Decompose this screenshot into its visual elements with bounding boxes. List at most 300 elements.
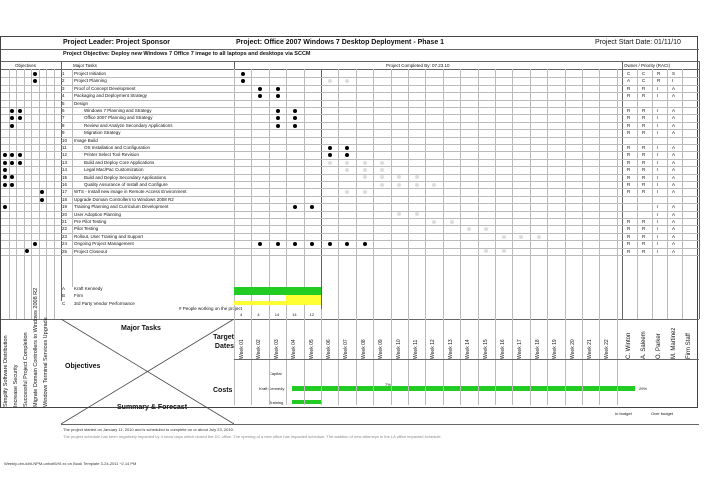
raci-cell: R <box>642 167 646 173</box>
raci-cell: I <box>657 167 659 173</box>
objective-dot <box>10 175 14 179</box>
gantt-dot-future <box>467 227 471 231</box>
owner-label: A. Saleem <box>641 331 647 359</box>
task-label: Build and Deploy Core Applications <box>84 159 155 165</box>
gantt-dot-future <box>537 235 541 239</box>
week-col-line <box>582 69 583 405</box>
gantt-dot-future <box>345 161 349 165</box>
raci-cell: R <box>642 233 646 239</box>
task-number: 3 <box>62 85 65 91</box>
task-label: Build and Deploy Secondary Applications <box>84 174 167 180</box>
task-number: 23 <box>62 233 68 239</box>
objective-dot <box>33 72 37 76</box>
people-code: A <box>62 286 66 291</box>
task-number: 6 <box>62 108 65 113</box>
raci-cell: R <box>642 93 646 99</box>
owner-label: Firm Staff <box>686 333 692 359</box>
gantt-dot-future <box>502 235 506 239</box>
gantt-dot <box>310 242 314 246</box>
raci-cell: A <box>672 130 676 136</box>
raci-cell: R <box>627 241 631 247</box>
task-number: 8 <box>62 122 65 128</box>
gantt-dot-future <box>363 190 367 194</box>
objective-dot <box>40 198 44 202</box>
owner-label: O. Parker <box>656 333 662 359</box>
gantt-dot <box>241 72 245 76</box>
week-label: Week 13 <box>447 339 454 359</box>
raci-cell: I <box>657 204 659 210</box>
objective-dot <box>10 183 14 187</box>
costs-label: Costs <box>213 387 233 394</box>
task-row-line <box>1 100 699 101</box>
raci-cell: A <box>672 159 676 165</box>
raci-cell: A <box>672 204 676 210</box>
task-number: 16 <box>62 182 68 187</box>
raci-cell: I <box>657 85 659 91</box>
owner-label: M. Martinez <box>671 327 677 359</box>
gantt-dot <box>293 205 297 209</box>
people-count: 12 <box>309 312 315 317</box>
cost-legend-1: In budget <box>615 411 632 416</box>
gantt-dot <box>328 242 332 246</box>
week-label: Week 15 <box>482 339 489 359</box>
gantt-dot-future <box>380 168 384 172</box>
gantt-dot <box>276 116 280 120</box>
gantt-dot-future <box>415 183 419 187</box>
task-number: 9 <box>62 130 65 136</box>
raci-cell: R <box>642 85 646 91</box>
raci-cell: R <box>627 226 631 232</box>
raci-cell: A <box>672 182 676 187</box>
raci-cell: I <box>657 122 659 128</box>
week-label: Week 08 <box>360 339 367 359</box>
week-label: Week 09 <box>378 339 385 359</box>
task-label: Project Closeout <box>74 248 108 254</box>
week-col-line <box>547 69 548 405</box>
task-label: Project Initiation <box>74 71 107 76</box>
task-label: Pilot Testing <box>74 226 99 232</box>
gantt-dot-future <box>380 183 384 187</box>
week-label: Week 04 <box>291 339 298 359</box>
raci-cell: R <box>642 226 646 232</box>
training-label: Training <box>269 400 284 405</box>
people-working-label: # People working on the project <box>179 306 243 311</box>
objective-dot <box>25 249 29 253</box>
week-col-line <box>512 69 513 405</box>
raci-cell: I <box>657 233 659 239</box>
gantt-dot <box>328 146 332 150</box>
raci-cell: I <box>657 219 659 224</box>
gantt-dot-future <box>363 168 367 172</box>
gantt-dot-future <box>484 249 488 253</box>
task-label: Quality Assurance of Install and Configure <box>84 182 168 187</box>
task-label: Proof of Concept Development <box>74 85 136 91</box>
gantt-dot <box>276 242 280 246</box>
gantt-dot-future <box>397 175 401 179</box>
gantt-dot-future <box>380 161 384 165</box>
completed-by-header: Project Completed By: 07.23.10 <box>386 63 450 68</box>
raci-cell: R <box>627 122 631 128</box>
raci-cell: I <box>657 211 659 217</box>
week-col-line <box>234 69 235 405</box>
week-col-line <box>304 69 305 405</box>
gantt-dot <box>276 87 280 91</box>
task-row-line <box>1 255 699 256</box>
task-label: Project Planning <box>74 78 107 84</box>
task-label: WTS - Install new image in Remote Access Environment <box>74 189 187 195</box>
week-label: Week 05 <box>308 339 315 359</box>
objective-dot <box>3 175 7 179</box>
gantt-dot-future <box>363 161 367 165</box>
raci-cell: I <box>657 108 659 113</box>
raci-cell: A <box>672 93 676 99</box>
project-sheet <box>0 36 698 439</box>
objective-label: Migrate Domain Controllers to Windows 2008 R2 <box>33 287 39 407</box>
week-col-line <box>373 69 374 405</box>
week-label: Week 14 <box>465 339 472 359</box>
task-number: 11 <box>62 145 67 150</box>
raci-cell: A <box>672 167 676 173</box>
task-number: 4 <box>62 93 65 99</box>
week-col-line <box>408 69 409 405</box>
raci-cell: R <box>627 145 631 150</box>
gantt-dot-future <box>345 190 349 194</box>
raci-cell: I <box>657 130 659 136</box>
gantt-dot-future <box>450 220 454 224</box>
week-label: Week 12 <box>430 339 437 359</box>
summary-forecast-label: Summary & Forecast <box>117 404 188 411</box>
week-col-line <box>478 69 479 405</box>
task-label: Pre Pilot Testing <box>74 219 107 224</box>
raci-cell: R <box>642 219 646 224</box>
raci-cell: A <box>672 122 676 128</box>
task-label: Printer Select Tool Revision <box>84 152 139 158</box>
task-label: Review and Analyze Secondary Applications <box>84 122 173 128</box>
target-dates-label: Target Dates <box>213 334 234 350</box>
week-label: Week 16 <box>500 339 506 359</box>
raci-cell: I <box>657 93 659 99</box>
raci-cell: I <box>657 159 659 165</box>
task-label: Rollout, User Training and Support <box>74 233 144 239</box>
gantt-dot-future <box>519 235 523 239</box>
footer-text: Weekly-dm-###-NPM-unholt5/Vl.xx on Book Template 3-24-2011 ^2.14 PM <box>4 461 137 466</box>
task-number: 25 <box>62 248 68 254</box>
kraft-cost-mid: 7% <box>385 382 391 387</box>
raci-cell: R <box>627 167 631 173</box>
week-label: Week 06 <box>326 339 332 359</box>
week-label: Week 17 <box>517 339 524 359</box>
objective-dot <box>10 109 14 113</box>
raci-cell: R <box>642 174 646 180</box>
raci-cell: I <box>657 241 659 247</box>
gantt-dot-future <box>397 212 401 216</box>
task-label: Packaging and Deployment Strategy <box>74 93 148 99</box>
target-dates-divider <box>234 359 699 360</box>
gantt-dot <box>293 242 297 246</box>
week-label: Week 02 <box>256 339 263 359</box>
week-label: Week 11 <box>413 339 419 359</box>
week-col-line <box>617 69 618 405</box>
gantt-dot <box>258 87 262 91</box>
raci-cell: R <box>627 159 631 165</box>
week-label: Week 10 <box>395 339 402 359</box>
gantt-dot <box>241 79 245 83</box>
objective-label: Increase Security <box>13 364 19 407</box>
week-col-line <box>338 69 339 405</box>
week-col-line <box>495 69 496 405</box>
raci-cell: R <box>642 152 646 158</box>
task-row-line <box>1 225 699 226</box>
kraft-cost-bar <box>292 386 635 391</box>
objective-label: Successful Project Completion <box>23 332 29 407</box>
raci-cell: R <box>642 108 646 113</box>
raci-cell: I <box>657 152 659 158</box>
objective-dot <box>18 116 22 120</box>
raci-cell: R <box>627 189 631 195</box>
people-green-bar <box>234 287 321 295</box>
objective-dot <box>18 153 22 157</box>
gantt-dot-future <box>328 161 332 165</box>
raci-cell: A <box>627 78 631 84</box>
owner-header: Owner / Priority (RACI) <box>624 63 671 68</box>
objective-dot <box>3 161 7 165</box>
task-label: Office 2007 Planning and Strategy <box>84 115 153 121</box>
gantt-dot <box>293 109 297 113</box>
task-label: Training Planning and Curriculum Development <box>74 204 169 210</box>
raci-cell: I <box>657 248 659 254</box>
week-col-line <box>460 69 461 405</box>
task-number: 17 <box>62 189 68 195</box>
raci-cell: R <box>627 115 631 121</box>
project-title: Project: Office 2007 Windows 7 Desktop Deployment - Phase 1 <box>236 39 445 46</box>
week-col-line <box>565 69 566 405</box>
raci-cell: R <box>642 241 646 247</box>
task-number: 10 <box>62 137 68 143</box>
gantt-dot <box>258 94 262 98</box>
gantt-dot <box>310 205 314 209</box>
raci-cell: C <box>642 78 646 84</box>
objectives-box-label: Objectives <box>65 363 101 370</box>
raci-cell: A <box>672 174 676 180</box>
raci-cell: R <box>627 93 631 99</box>
week-col-line <box>425 69 426 405</box>
raci-cell: R <box>642 122 646 128</box>
kraft-cost-label: Kraft Kennedy <box>259 386 285 391</box>
task-label: Ongoing Project Management <box>74 241 134 247</box>
raci-cell: A <box>672 85 676 91</box>
week-col-line <box>356 69 357 405</box>
gantt-dot-future <box>432 220 436 224</box>
week-col-line <box>530 69 531 405</box>
task-row-line <box>1 137 699 138</box>
task-number: 13 <box>62 159 68 165</box>
raci-cell: R <box>657 71 661 76</box>
gantt-dot-future <box>502 249 506 253</box>
raci-cell: A <box>672 115 676 121</box>
gantt-dot <box>276 94 280 98</box>
raci-cell: A <box>672 189 676 195</box>
people-name: Firm <box>74 293 83 299</box>
week-label: Week 22 <box>604 339 611 359</box>
divider-v <box>699 61 700 319</box>
project-start-date: Project Start Date: 01/11/10 <box>595 39 681 46</box>
gantt-dot-future <box>345 79 349 83</box>
task-label: OS Installation and Configuration <box>84 145 151 150</box>
gantt-dot <box>345 146 349 150</box>
task-number: 24 <box>62 241 68 247</box>
capital-label: Capital <box>269 371 282 376</box>
week-col-line <box>391 69 392 405</box>
week-label: Week 21 <box>587 339 593 359</box>
raci-cell: A <box>672 241 676 247</box>
objective-dot <box>10 153 14 157</box>
people-count: 4 <box>240 312 243 317</box>
week-col-line <box>251 69 252 405</box>
raci-cell: R <box>627 85 631 91</box>
gantt-dot <box>293 116 297 120</box>
task-number: 12 <box>62 152 68 158</box>
raci-cell: R <box>627 108 631 113</box>
raci-cell: R <box>627 182 631 187</box>
gantt-dot <box>258 242 262 246</box>
major-tasks-box-label: Major Tasks <box>121 325 161 332</box>
raci-cell: I <box>657 182 659 187</box>
task-label: Design <box>74 100 89 106</box>
gantt-dot-future <box>415 175 419 179</box>
objective-dot <box>3 168 7 172</box>
task-number: 21 <box>62 219 68 224</box>
raci-cell: A <box>672 108 676 113</box>
raci-cell: I <box>657 115 659 121</box>
x-diagram <box>61 319 234 424</box>
gantt-dot-future <box>380 175 384 179</box>
people-count: 4 <box>257 312 260 317</box>
raci-cell: R <box>642 115 646 121</box>
gantt-dot-future <box>397 183 401 187</box>
raci-cell: I <box>657 145 659 150</box>
week-col-line <box>286 69 287 405</box>
raci-cell: A <box>672 226 676 232</box>
task-number: 2 <box>62 78 65 84</box>
raci-cell: A <box>672 211 676 217</box>
gantt-dot <box>293 124 297 128</box>
task-label: Windows 7 Planning and Strategy <box>84 108 152 113</box>
week-col-line <box>269 69 270 405</box>
task-label: Image Build <box>74 137 98 143</box>
raci-cell: A <box>672 248 676 254</box>
raci-cell: A <box>672 145 676 150</box>
week-col-line <box>599 69 600 405</box>
project-leader: Project Leader: Project Sponsor <box>63 39 170 46</box>
objective-dot <box>33 79 37 83</box>
people-name: Kraft Kennedy <box>74 286 103 291</box>
raci-cell: R <box>642 130 646 136</box>
objectives-header: Objectives <box>15 63 37 68</box>
people-count: 14 <box>292 312 297 317</box>
raci-cell: R <box>642 189 646 195</box>
task-label: Migration Strategy <box>84 130 121 136</box>
task-number: 1 <box>62 71 65 76</box>
raci-cell: R <box>642 145 646 150</box>
gantt-dot-future <box>484 227 488 231</box>
gantt-dot <box>345 242 349 246</box>
objective-dot <box>40 190 44 194</box>
week-label: Week 20 <box>569 339 576 359</box>
task-number: 18 <box>62 196 68 202</box>
people-yellow-bar-2 <box>234 301 321 305</box>
raci-cell: R <box>642 159 646 165</box>
gantt-dot-future <box>328 79 332 83</box>
gantt-dot <box>345 153 349 157</box>
raci-cell: I <box>657 189 659 195</box>
people-code: B <box>62 293 66 299</box>
raci-cell: I <box>657 174 659 180</box>
raci-cell: R <box>627 219 631 224</box>
task-label: Legal Mac/Pac Customization <box>84 167 144 173</box>
raci-cell: R <box>627 248 631 254</box>
gantt-dot <box>328 153 332 157</box>
summary-line-2: The project schedule has been negatively impacted by 4 snow days which closed the DC office. The opening of a new office has impacted schedule. The addition of new attorneys in the LA office impacted schedule. <box>63 434 442 439</box>
gantt-dot-future <box>345 168 349 172</box>
objective-dot <box>10 116 14 120</box>
objective-label: Windows Terminal Services Upgrade <box>43 317 49 407</box>
gantt-dot-future <box>363 175 367 179</box>
raci-cell: I <box>657 226 659 232</box>
week-label: Week 19 <box>552 339 559 359</box>
raci-cell: A <box>672 233 676 239</box>
objective-dot <box>18 109 22 113</box>
objective-dot <box>10 124 14 128</box>
task-number: 7 <box>62 115 65 121</box>
objective-dot <box>18 161 22 165</box>
task-label: User Adoption Planning <box>74 211 122 217</box>
raci-cell: I <box>672 78 674 84</box>
people-count: 14 <box>274 312 280 317</box>
owner-label: C. Winton <box>626 332 632 359</box>
week-col-line <box>443 69 444 405</box>
task-number: 22 <box>62 226 68 232</box>
objective-dot <box>3 153 7 157</box>
project-objective: Project Objective: Deploy new Windows 7 Office 7 image to all laptops and desktops via SCCM <box>63 51 311 57</box>
cost-legend-2: Over budget <box>651 411 674 416</box>
task-number: 19 <box>62 204 68 210</box>
gantt-dot <box>276 124 280 128</box>
objective-dot <box>10 161 14 165</box>
raci-cell: R <box>657 78 661 84</box>
raci-cell: C <box>627 71 631 76</box>
week-label: Week 03 <box>273 339 280 359</box>
week-label: Week 18 <box>534 339 541 359</box>
raci-cell: C <box>642 71 646 76</box>
week-label: Week 07 <box>343 339 350 359</box>
task-number: 5 <box>62 100 65 106</box>
gantt-dot-future <box>432 183 436 187</box>
raci-cell: R <box>627 130 631 136</box>
task-number: 14 <box>62 167 68 173</box>
raci-cell: A <box>672 152 676 158</box>
kraft-cost-end: 29% <box>639 386 648 391</box>
gantt-dot-future <box>415 212 419 216</box>
raci-cell: R <box>627 174 631 180</box>
people-name: 3rd Party Vendor Performance <box>74 300 135 306</box>
raci-cell: R <box>642 248 646 254</box>
raci-cell: R <box>642 182 646 187</box>
raci-cell: S <box>672 71 676 76</box>
objective-dot <box>3 183 7 187</box>
raci-cell: A <box>672 219 676 224</box>
task-number: 15 <box>62 174 68 180</box>
people-code: C <box>62 300 66 306</box>
